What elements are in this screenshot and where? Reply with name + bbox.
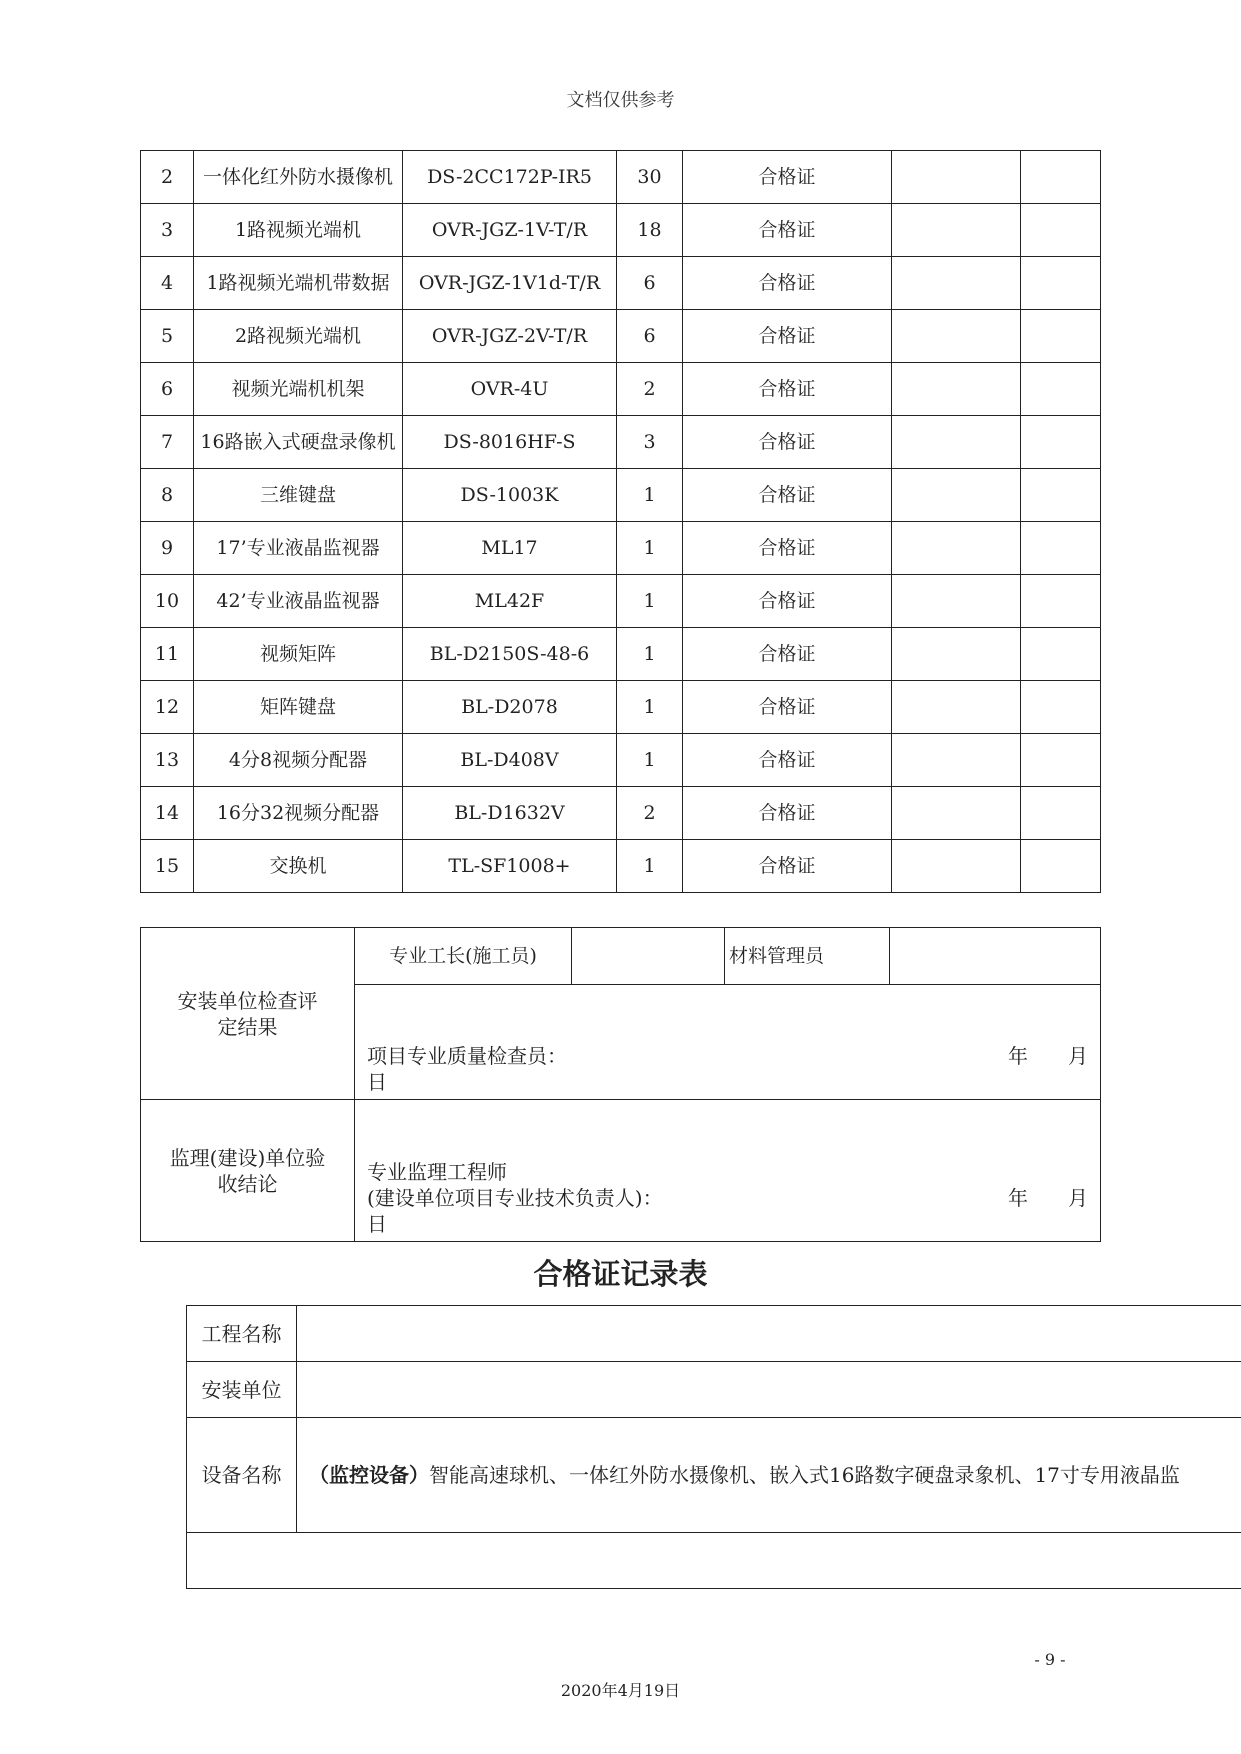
item-quantity: 1: [617, 628, 683, 681]
table-row: [141, 204, 1101, 257]
item-number: 2: [141, 151, 194, 204]
item-number: 14: [141, 787, 194, 840]
header-watermark: 文档仅供参考: [566, 90, 675, 111]
table-row: [141, 522, 1101, 575]
item-empty-cell: [892, 628, 1021, 681]
item-quantity: 1: [617, 575, 683, 628]
item-number: 7: [141, 416, 194, 469]
item-certificate: 合格证: [683, 522, 892, 575]
item-certificate: 合格证: [683, 628, 892, 681]
item-name: 视频矩阵: [194, 628, 403, 681]
table-row: [141, 575, 1101, 628]
foreman-signature-field: [572, 928, 725, 985]
item-empty-cell: [1021, 257, 1101, 310]
item-empty-cell: [1021, 681, 1101, 734]
table-row: [141, 787, 1101, 840]
item-number: 11: [141, 628, 194, 681]
install-unit-field: [297, 1362, 1241, 1418]
item-number: 13: [141, 734, 194, 787]
owner-tech-lead-label: (建设单位项目专业技术负责人)：: [367, 1186, 663, 1210]
table-row: [141, 363, 1101, 416]
item-model: BL-D2078: [403, 681, 617, 734]
item-empty-cell: [1021, 575, 1101, 628]
item-certificate: 合格证: [683, 257, 892, 310]
item-empty-cell: [892, 310, 1021, 363]
quality-inspector-cell: [355, 985, 1101, 1100]
item-certificate: 合格证: [683, 681, 892, 734]
table-row: [141, 681, 1101, 734]
item-name: 1路视频光端机: [194, 204, 403, 257]
install-unit-label: 安装单位: [187, 1362, 297, 1418]
item-name: 三维键盘: [194, 469, 403, 522]
quality-inspector-label: 项目专业质量检查员：: [367, 1044, 567, 1068]
item-quantity: 1: [617, 681, 683, 734]
item-model: OVR-JGZ-1V-T/R: [403, 204, 617, 257]
item-empty-cell: [1021, 787, 1101, 840]
table-row: [141, 416, 1101, 469]
item-quantity: 2: [617, 363, 683, 416]
item-certificate: 合格证: [683, 416, 892, 469]
item-empty-cell: [1021, 363, 1101, 416]
item-number: 3: [141, 204, 194, 257]
item-model: OVR-JGZ-2V-T/R: [403, 310, 617, 363]
table-row: [141, 257, 1101, 310]
item-certificate: 合格证: [683, 734, 892, 787]
item-empty-cell: [1021, 840, 1101, 893]
inspection-sign-table: [140, 927, 1101, 1242]
item-empty-cell: [1021, 734, 1101, 787]
cert-table-title: 合格证记录表: [533, 1257, 708, 1291]
table-row: [141, 734, 1101, 787]
page-number: - 9 -: [1034, 1650, 1066, 1669]
item-certificate: 合格证: [683, 310, 892, 363]
item-quantity: 6: [617, 310, 683, 363]
install-date-year-month: 年 月: [1008, 1044, 1088, 1068]
project-name-label: 工程名称: [187, 1306, 297, 1362]
item-empty-cell: [892, 416, 1021, 469]
cert-empty-row: [187, 1533, 1241, 1589]
item-quantity: 18: [617, 204, 683, 257]
device-category: （监控设备）: [309, 1463, 429, 1487]
item-certificate: 合格证: [683, 840, 892, 893]
item-empty-cell: [892, 787, 1021, 840]
install-date-day: 日: [367, 1070, 387, 1094]
item-name: 矩阵键盘: [194, 681, 403, 734]
item-quantity: 3: [617, 416, 683, 469]
item-certificate: 合格证: [683, 151, 892, 204]
project-name-field: [297, 1306, 1241, 1362]
item-model: DS-1003K: [403, 469, 617, 522]
item-certificate: 合格证: [683, 204, 892, 257]
item-number: 4: [141, 257, 194, 310]
item-certificate: 合格证: [683, 575, 892, 628]
item-certificate: 合格证: [683, 787, 892, 840]
item-name: 16路嵌入式硬盘录像机: [194, 416, 403, 469]
device-list: 智能高速球机、一体红外防水摄像机、嵌入式16路数字硬盘录象机、17寸专用液晶监: [429, 1463, 1180, 1487]
equipment-table: [140, 150, 1101, 893]
item-name: 交换机: [194, 840, 403, 893]
footer-date: 2020年4月19日: [560, 1681, 681, 1700]
item-model: BL-D408V: [403, 734, 617, 787]
item-number: 8: [141, 469, 194, 522]
item-empty-cell: [892, 840, 1021, 893]
table-row: [141, 310, 1101, 363]
item-name: 视频光端机机架: [194, 363, 403, 416]
item-certificate: 合格证: [683, 363, 892, 416]
foreman-label: 专业工长(施工员): [355, 928, 572, 985]
item-empty-cell: [892, 575, 1021, 628]
item-empty-cell: [1021, 628, 1101, 681]
item-empty-cell: [1021, 469, 1101, 522]
item-model: OVR-4U: [403, 363, 617, 416]
item-name: 2路视频光端机: [194, 310, 403, 363]
device-name-label: 设备名称: [187, 1418, 297, 1533]
item-number: 5: [141, 310, 194, 363]
item-number: 15: [141, 840, 194, 893]
material-manager-signature-field: [890, 928, 1101, 985]
table-row: [141, 840, 1101, 893]
material-manager-label: 材料管理员: [725, 928, 890, 985]
item-quantity: 1: [617, 522, 683, 575]
item-quantity: 1: [617, 734, 683, 787]
item-certificate: 合格证: [683, 469, 892, 522]
item-name: 一体化红外防水摄像机: [194, 151, 403, 204]
item-empty-cell: [892, 151, 1021, 204]
item-empty-cell: [892, 469, 1021, 522]
item-name: 42’专业液晶监视器: [194, 575, 403, 628]
item-name: 1路视频光端机带数据: [194, 257, 403, 310]
install-check-label: 安装单位检查评定结果: [141, 928, 355, 1100]
supervision-label: 监理(建设)单位验收结论: [141, 1100, 355, 1242]
item-empty-cell: [1021, 522, 1101, 575]
item-quantity: 6: [617, 257, 683, 310]
item-empty-cell: [1021, 416, 1101, 469]
item-empty-cell: [1021, 204, 1101, 257]
item-model: DS-2CC172P-IR5: [403, 151, 617, 204]
supervision-date-year-month: 年 月: [1008, 1186, 1088, 1210]
item-model: TL-SF1008+: [403, 840, 617, 893]
item-model: ML42F: [403, 575, 617, 628]
item-number: 6: [141, 363, 194, 416]
item-empty-cell: [892, 257, 1021, 310]
item-number: 10: [141, 575, 194, 628]
supervision-engineer-cell: [355, 1100, 1101, 1242]
item-empty-cell: [892, 204, 1021, 257]
item-quantity: 30: [617, 151, 683, 204]
certificate-record-table: [186, 1305, 1241, 1589]
supervision-engineer-label: 专业监理工程师: [367, 1160, 507, 1184]
item-quantity: 1: [617, 840, 683, 893]
device-name-field: [297, 1418, 1241, 1533]
item-empty-cell: [892, 681, 1021, 734]
item-name: 4分8视频分配器: [194, 734, 403, 787]
item-number: 12: [141, 681, 194, 734]
item-model: ML17: [403, 522, 617, 575]
table-row: [141, 151, 1101, 204]
table-row: [141, 469, 1101, 522]
item-number: 9: [141, 522, 194, 575]
table-row: [141, 628, 1101, 681]
item-empty-cell: [1021, 151, 1101, 204]
item-model: BL-D1632V: [403, 787, 617, 840]
item-empty-cell: [1021, 310, 1101, 363]
item-model: BL-D2150S-48-6: [403, 628, 617, 681]
item-model: OVR-JGZ-1V1d-T/R: [403, 257, 617, 310]
item-quantity: 1: [617, 469, 683, 522]
item-empty-cell: [892, 522, 1021, 575]
item-empty-cell: [892, 363, 1021, 416]
item-empty-cell: [892, 734, 1021, 787]
supervision-date-day: 日: [367, 1212, 387, 1236]
equipment-table-body: [141, 151, 1101, 893]
item-name: 16分32视频分配器: [194, 787, 403, 840]
item-quantity: 2: [617, 787, 683, 840]
item-model: DS-8016HF-S: [403, 416, 617, 469]
item-name: 17’专业液晶监视器: [194, 522, 403, 575]
